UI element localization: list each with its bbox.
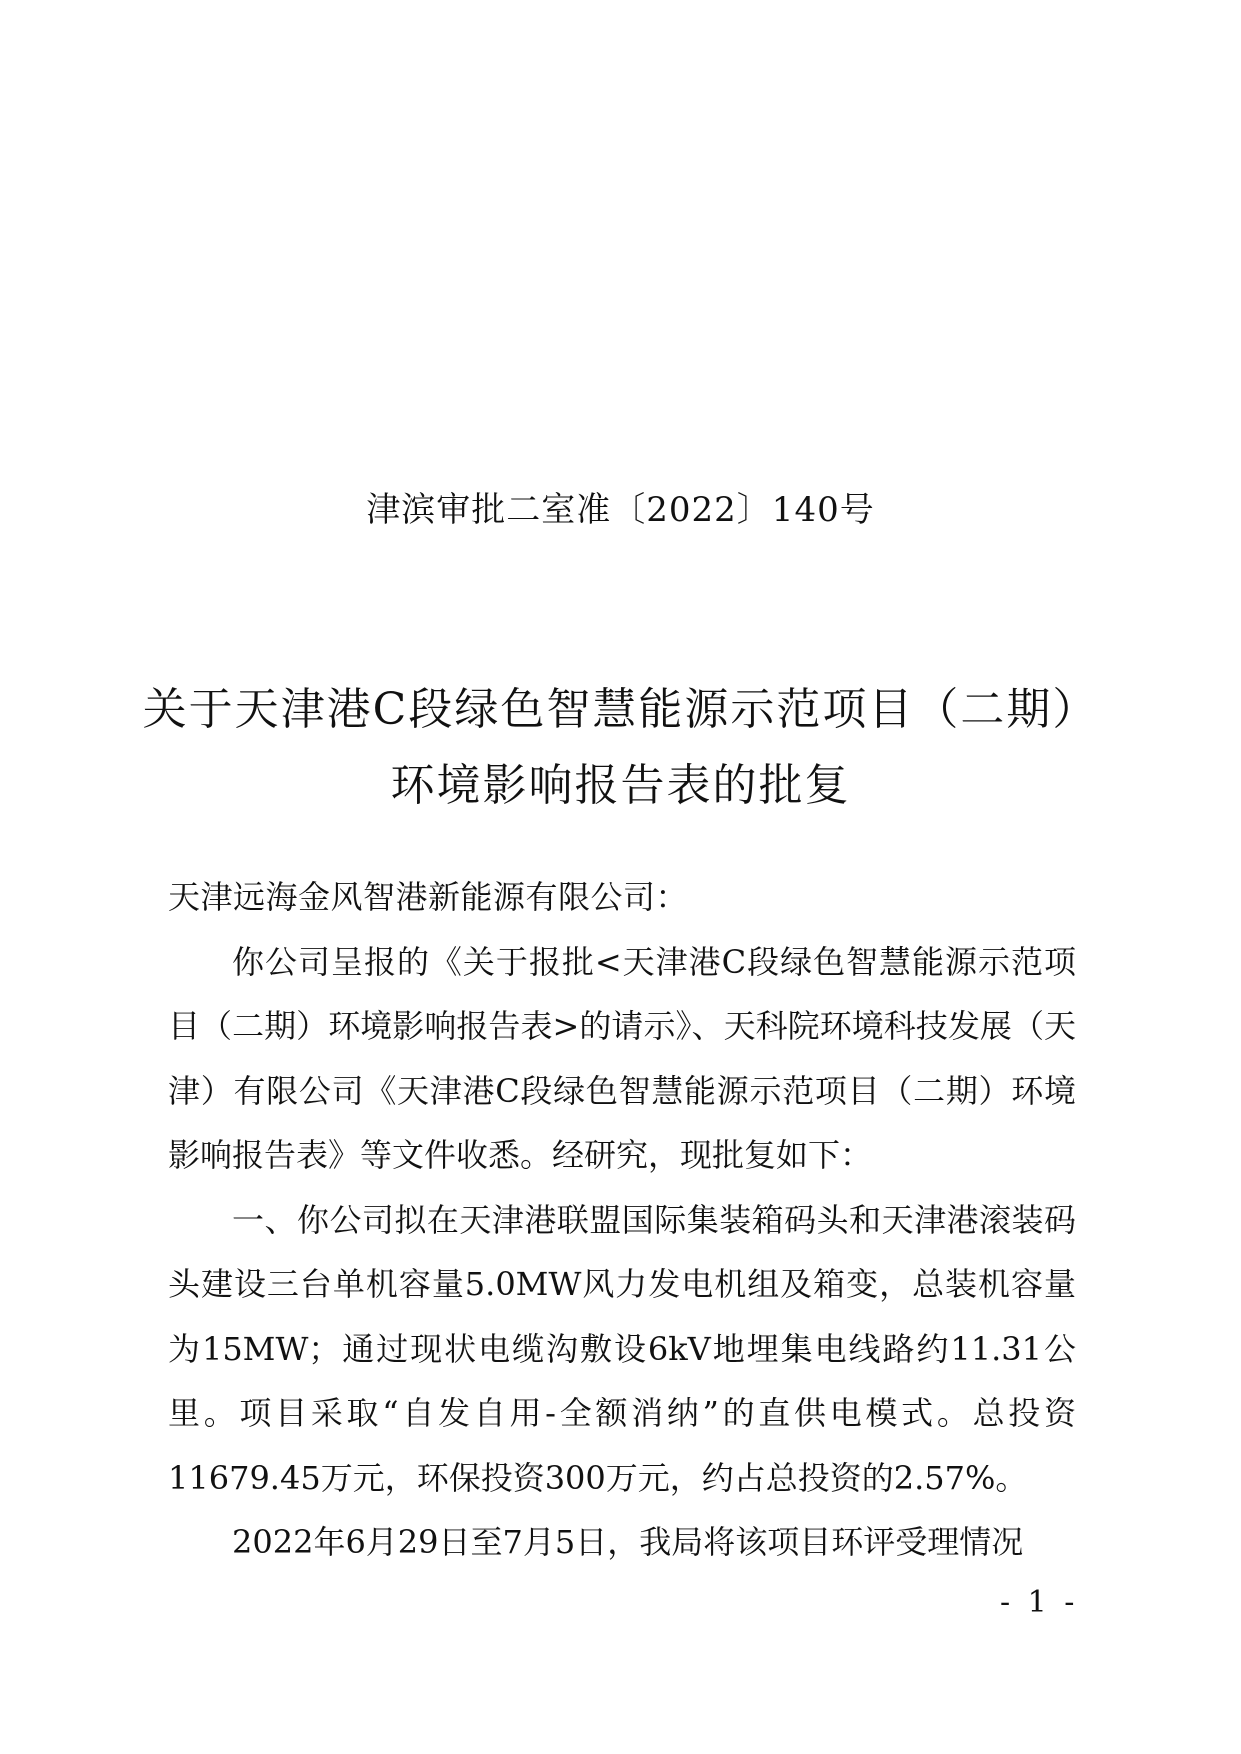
paragraph-intro: 你公司呈报的《关于报批<天津港C段绿色智慧能源示范项目（二期）环境影响报告表>的请示》、天科院环境科技发展（天津）有限公司《天津港C段绿色智慧能源示范项目（二期）环境影响报告表》等文件收悉。经研究，现批复如下： bbox=[168, 942, 1076, 1174]
paragraph-public-notice: 2022年6月29日至7月5日，我局将该项目环评受理情况 bbox=[232, 1523, 1024, 1561]
document-number: 津滨审批二室准〔2022〕140号 bbox=[366, 490, 875, 530]
document-title bbox=[0, 672, 1241, 824]
document-body bbox=[168, 865, 1076, 1575]
page-number: - 1 - bbox=[1000, 1585, 1079, 1620]
title-line-2: 环境影响报告表的批复 bbox=[390, 760, 851, 811]
salutation: 天津远海金风智港新能源有限公司： bbox=[168, 878, 689, 916]
paragraph-project-summary: 一、你公司拟在天津港联盟国际集装箱码头和天津港滚装码头建设三台单机容量5.0MW风力发电机组及箱变，总装机容量为15MW；通过现状电缆沟敷设6kV地埋集电线路约11.31公里。项目采取“自发自用-全额消纳”的直供电模式。总投资11679.45万元，环保投资300万元，约占总投资的2.57%。 bbox=[168, 1200, 1076, 1497]
title-line-1: 关于天津港C段绿色智慧能源示范项目（二期） bbox=[142, 684, 1099, 735]
